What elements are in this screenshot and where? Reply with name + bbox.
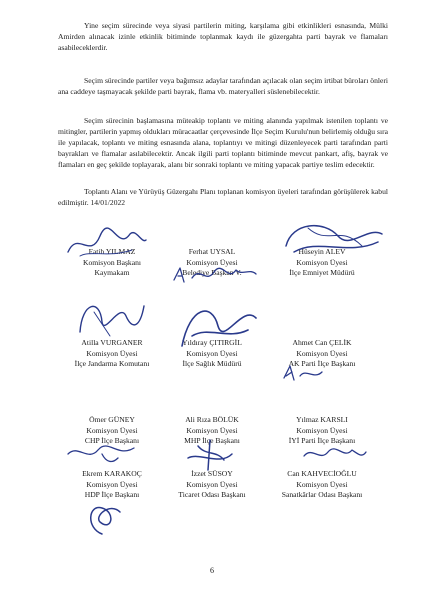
signatory-name: Ali Rıza BÖLÜK (185, 415, 239, 424)
signatory-title: HDP İlçe Başkanı (84, 490, 140, 499)
signature-block (152, 247, 272, 279)
paragraph-approval: Toplantı Alanı ve Yürüyüş Güzergahı Planı toplanan komisyon üyeleri tarafından görüşülerek kabul edilmiştir. 14/01/2022 (58, 187, 388, 207)
signatory-name: Yıldıray ÇITIRGİL (182, 338, 242, 347)
handwritten-signature (70, 292, 150, 342)
signatory-title: MHP İlçe Başkanı (184, 436, 240, 445)
handwritten-signature (80, 498, 130, 538)
signatory-name: Can KAHVECİOĞLU (287, 469, 357, 478)
paragraph-flags-events: Yine seçim sürecinde veya siyasi partilerin miting, karşılama gibi etkinlikleri esnasında, Mülki Amirden alınacak izinle etkinlik bitiminde toplanmak kaydı ile güzergahta parti bayrak ve flamaları asabileceklerdir. (58, 21, 388, 52)
signature-block (262, 415, 382, 447)
signatory-name: Hüseyin ALEV (298, 247, 346, 256)
page-number: 6 (210, 566, 214, 575)
signatory-title: Sanatkârlar Odası Başkanı (281, 490, 363, 499)
signatory-role: Komisyon Üyesi (186, 479, 238, 489)
paragraph-election-offices: Seçim sürecinde partiler veya bağımsız adaylar tarafından açılacak olan seçim irtibat büroları önleri ana caddeye taşmayacak şekilde parti bayrak, flama vb. materyalleri süslenebilecektir. (58, 76, 388, 96)
signatory-role: Komisyon Üyesi (296, 257, 348, 267)
signatory-role: Komisyon Üyesi (86, 348, 138, 358)
signature-block (262, 469, 382, 501)
signatory-role: Komisyon Başkanı (82, 257, 141, 267)
signatory-name: Atilla VURGANER (81, 338, 143, 347)
signature-block (262, 247, 382, 279)
signature-block (152, 415, 272, 447)
signatory-title: İlçe Emniyet Müdürü (289, 268, 355, 277)
signature-block (152, 338, 272, 370)
signatory-role: Komisyon Üyesi (296, 348, 348, 358)
signatory-title: Ticaret Odası Başkanı (178, 490, 246, 499)
signatory-role: Komisyon Üyesi (186, 257, 238, 267)
signature-block (152, 469, 272, 501)
signatory-name: İzzet SÜSOY (191, 469, 233, 478)
signatory-title: CHP İlçe Başkanı (84, 436, 140, 445)
signatory-name: Ömer GÜNEY (89, 415, 135, 424)
signatory-title: Belediye Başkan V. (182, 268, 242, 277)
signatory-name: Yılmaz KARSLI (296, 415, 348, 424)
signature-block (262, 338, 382, 370)
signatory-name: Ekrem KARAKOÇ (82, 469, 142, 478)
signatory-role: Komisyon Üyesi (296, 425, 348, 435)
signatory-role: Komisyon Üyesi (186, 348, 238, 358)
signatory-role: Komisyon Üyesi (86, 425, 138, 435)
signatory-title: AK Parti İlçe Başkanı (288, 359, 356, 368)
signatory-role: Komisyon Üyesi (296, 479, 348, 489)
signatory-name: Ahmet Can ÇELİK (292, 338, 352, 347)
signatory-title: İlçe Jandarma Komutanı (74, 359, 150, 368)
signatory-title: İYİ Parti İlçe Başkanı (288, 436, 356, 445)
signatory-name: Fatih YILMAZ (88, 247, 136, 256)
signatory-title: İlçe Sağlık Müdürü (182, 359, 242, 368)
signatory-name: Ferhat UYSAL (188, 247, 236, 256)
paragraph-meeting-area: Seçim sürecinin başlamasına müteakip toplantı ve miting alanında yapılmak istenilen toplantı ve mitingler, partilerin yapmış oldukları müracaatlar çerçevesinde İlçe Seçim Kurulu'nun belirlemiş olduğu sıra ile yapılacak, toplantı ve miting esnasında alana, toplantıyı ve mitingi düzenleyecek parti tarafından parti bayrakları ve flamalar asılabilecektir. Ancak ilgili parti toplantı bitiminde mevcut pankart, afiş, bayrak ve flamaları en geç şekilde toplayarak, alanı bir sonraki toplantı ve miting yapacak partiye teslim edecektir. (58, 116, 388, 169)
signatory-role: Komisyon Üyesi (186, 425, 238, 435)
signatory-title: Kaymakam (94, 268, 130, 277)
signatory-role: Komisyon Üyesi (86, 479, 138, 489)
